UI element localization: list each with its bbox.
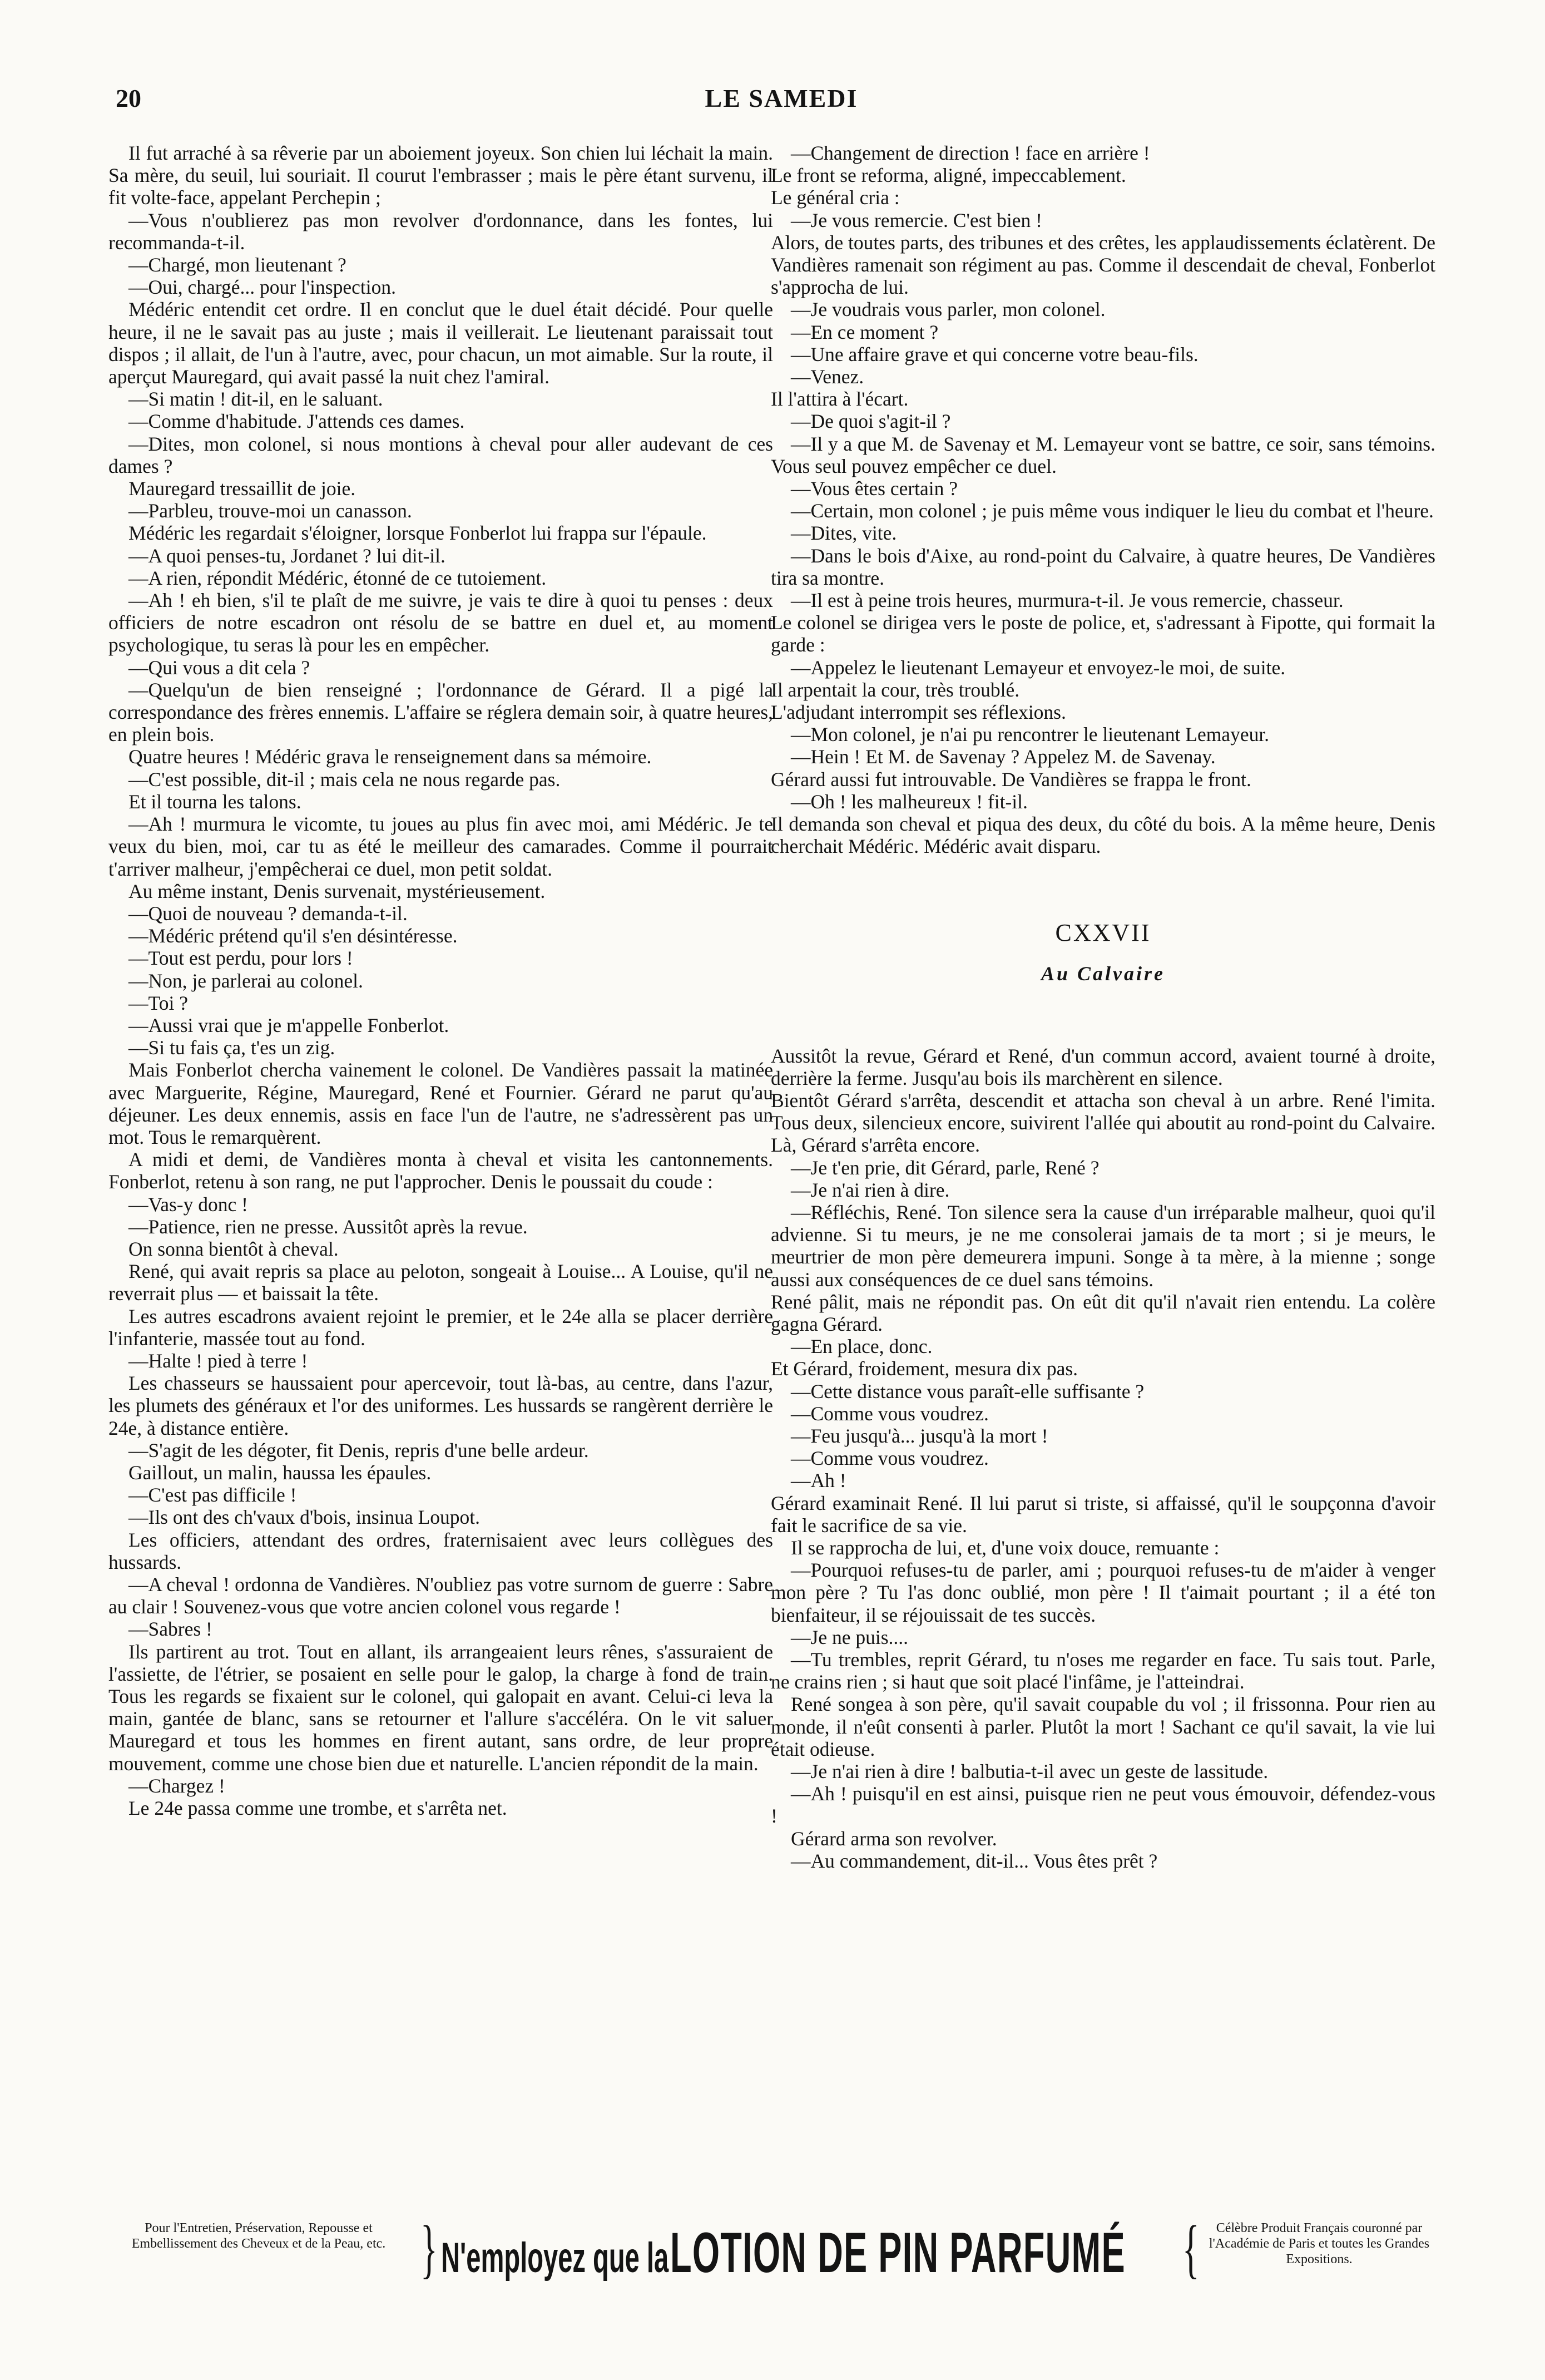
chapter-title: Au Calvaire <box>1041 962 1165 985</box>
paragraph: Et Gérard, froidement, mesura dix pas. <box>771 1357 1078 1380</box>
paragraph: Gaillout, un malin, haussa les épaules. <box>128 1461 432 1484</box>
paragraph: —Comme vous voudrez. <box>791 1402 989 1425</box>
chapter-number: CXXVII <box>1055 919 1151 946</box>
ad-headline-prefix: N'employez que la <box>441 2234 669 2282</box>
paragraph: Le 24e passa comme une trombe, et s'arrêta net. <box>128 1797 507 1820</box>
paragraph: —Changement de direction ! face en arrière ! <box>791 142 1150 164</box>
paragraph: Le général cria : <box>771 186 900 209</box>
paragraph: —C'est pas difficile ! <box>128 1484 297 1507</box>
paragraph: René, qui avait repris sa place au peloton, songeait à Louise... A Louise, qu'il ne reverrait plus — et baissait la tête. <box>108 1260 773 1305</box>
paragraph: —Ah ! <box>791 1469 846 1492</box>
paragraph: Mauregard tressaillit de joie. <box>128 477 356 500</box>
paragraph: —Vas-y donc ! <box>128 1193 248 1216</box>
paragraph: —A cheval ! ordonna de Vandières. N'oubliez pas votre surnom de guerre : Sabre au clair ! Souvenez-vous que votre ancien colonel vous regarde ! <box>108 1573 773 1618</box>
paragraph: —C'est possible, dit-il ; mais cela ne nous regarde pas. <box>128 768 561 791</box>
paragraph: —Certain, mon colonel ; je puis même vous indiquer le lieu du combat et l'heure. <box>791 500 1434 522</box>
paragraph: —Qui vous a dit cela ? <box>128 656 310 679</box>
paragraph: —En ce moment ? <box>791 320 939 343</box>
running-head-title: LE SAMEDI <box>705 84 858 112</box>
ad-brace-left: } <box>420 2212 438 2285</box>
paragraph: —Oh ! les malheureux ! fit-il. <box>791 790 1028 813</box>
ad-headline <box>441 2220 1126 2285</box>
paragraph: Il se rapprocha de lui, et, d'une voix douce, remuante : <box>791 1536 1220 1559</box>
paragraph: —A rien, répondit Médéric, étonné de ce tutoiement. <box>128 566 547 589</box>
paragraph: On sonna bientôt à cheval. <box>128 1237 339 1260</box>
paragraph: —A quoi penses-tu, Jordanet ? lui dit-il. <box>128 544 445 567</box>
paragraph: —Quoi de nouveau ? demanda-t-il. <box>128 902 408 925</box>
paragraph: —Venez. <box>791 366 864 388</box>
paragraph: —Feu jusqu'à... jusqu'à la mort ! <box>791 1424 1048 1447</box>
paragraph: —Au commandement, dit-il... Vous êtes prêt ? <box>791 1849 1158 1872</box>
paragraph: —De quoi s'agit-il ? <box>791 410 951 433</box>
paragraph: Quatre heures ! Médéric grava le renseignement dans sa mémoire. <box>128 745 652 768</box>
right-column-top-text <box>771 142 1435 858</box>
paragraph: Ils partirent au trot. Tout en allant, ils arrangeaient leurs rênes, s'assuraient de l'assiette, de l'étrier, se posaient en selle pour le galop, la charge à fond de train. Tous les regards se fixaient sur le colonel, qui galopait en avant. Celui-ci leva la main, gantée de blanc, sans se retourner et l'allure s'accéléra. On le vit saluer Mauregard et tous les hommes en firent autant, sans ordre, de leur propre mouvement, comme une chose bien due et naturelle. L'ancien répondit de la main. <box>108 1640 773 1775</box>
paragraph: —Pourquoi refuses-tu de parler, ami ; pourquoi refuses-tu de m'aider à venger mon père ? Tu l'as donc oublié, mon père ! Il t'aimait pourtant ; il a été ton bienfaiteur, il se réjouissait de tes succès. <box>771 1559 1435 1626</box>
paragraph: —Sabres ! <box>128 1618 212 1641</box>
paragraph: René songea à son père, qu'il savait coupable du vol ; il frissonna. Pour rien au monde, il n'eût consenti à parler. Plutôt la mort ! Sachant ce qu'il savait, la vie lui était odieuse. <box>771 1693 1435 1760</box>
paragraph: Il fut arraché à sa rêverie par un aboiement joyeux. Son chien lui léchait la main. Sa mère, du seuil, lui souriait. Il courut l'embrasser ; mais le père étant survenu, il fit volte-face, appelant Perchepin ; <box>108 142 773 209</box>
paragraph: —Vous êtes certain ? <box>791 477 958 500</box>
paragraph: —Dites, vite. <box>791 522 897 545</box>
left-column <box>108 142 773 1819</box>
paragraph: Médéric les regardait s'éloigner, lorsque Fonberlot lui frappa sur l'épaule. <box>128 522 707 545</box>
paragraph: —Il y a que M. de Savenay et M. Lemayeur vont se battre, ce soir, sans témoins. Vous seul pouvez empêcher ce duel. <box>771 432 1435 477</box>
paragraph: Bientôt Gérard s'arrêta, descendit et attacha son cheval à un arbre. René l'imita. Tous deux, silencieux encore, suivirent l'allée qui aboutit au rond-point du Calvaire. Là, Gérard s'arrêta encore. <box>771 1089 1435 1157</box>
paragraph: Il l'attira à l'écart. <box>771 388 909 411</box>
paragraph: —Comme d'habitude. J'attends ces dames. <box>128 410 465 433</box>
paragraph: —S'agit de les dégoter, fit Denis, repris d'une belle ardeur. <box>128 1439 589 1461</box>
ad-brace-right: { <box>1182 2212 1200 2285</box>
paragraph: —Ah ! puisqu'il en est ainsi, puisque rien ne peut vous émouvoir, défendez-vous ! <box>771 1782 1435 1828</box>
paragraph: —Ah ! murmura le vicomte, tu joues au plus fin avec moi, ami Médéric. Je te veux du bien, moi, car tu as été le meilleur des camarades. Comme il pourrait t'arriver malheur, j'empêcherai ce duel, mon petit soldat. <box>108 813 773 880</box>
paragraph: —Parbleu, trouve-moi un canasson. <box>128 500 412 522</box>
paragraph: —Une affaire grave et qui concerne votre beau-fils. <box>791 343 1199 366</box>
paragraph: Le colonel se dirigea vers le poste de police, et, s'adressant à Fipotte, qui formait la garde : <box>771 611 1435 656</box>
paragraph: —Je ne puis.... <box>791 1626 909 1648</box>
paragraph: —Dites, mon colonel, si nous montions à cheval pour aller audevant de ces dames ? <box>108 432 773 477</box>
paragraph: —En place, donc. <box>791 1335 933 1358</box>
paragraph: Le front se reforma, aligné, impeccablement. <box>771 164 1126 187</box>
paragraph: —Chargez ! <box>128 1774 225 1797</box>
paragraph: —Chargé, mon lieutenant ? <box>128 254 346 276</box>
ad-left-text: Pour l'Entretien, Préservation, Repousse et Embellissement des Cheveux et de la Peau, etc. <box>131 2221 386 2251</box>
right-column <box>771 142 1435 1872</box>
paragraph: —Comme vous voudrez. <box>791 1447 989 1470</box>
paragraph: Alors, de toutes parts, des tribunes et des crêtes, les applaudissements éclatèrent. De Vandières ramenait son régiment au pas. Comme il descendait de cheval, Fonberlot s'approcha de lui. <box>771 231 1435 299</box>
paragraph: Gérard examinait René. Il lui parut si triste, si affaissé, qu'il le soupçonna d'avoir fait le sacrifice de sa vie. <box>771 1492 1435 1537</box>
ad-right-text: Célèbre Produit Français couronné par l'Académie de Paris et toutes les Grandes Expositions. <box>1209 2221 1430 2267</box>
paragraph: Les chasseurs se haussaient pour apercevoir, tout là-bas, au centre, dans l'azur, les plumets des généraux et l'or des uniformes. Les hussards se rangèrent derrière le 24e, à distance entière. <box>108 1372 773 1439</box>
paragraph: Mais Fonberlot chercha vainement le colonel. De Vandières passait la matinée avec Marguerite, Régine, Mauregard, René et Fournier. Gérard ne parut qu'au déjeuner. Les deux ennemis, assis en face l'un de l'autre, ne s'adressèrent pas un mot. Tous le remarquèrent. <box>108 1059 773 1148</box>
paragraph: René pâlit, mais ne répondit pas. On eût dit qu'il n'avait rien entendu. La colère gagna Gérard. <box>771 1290 1435 1335</box>
paragraph: —Cette distance vous paraît-elle suffisante ? <box>791 1380 1145 1403</box>
paragraph: —Toi ? <box>128 991 188 1014</box>
paragraph: A midi et demi, de Vandières monta à cheval et visita les cantonnements. Fonberlot, retenu à son rang, ne put l'approcher. Denis le poussait du coude : <box>108 1148 773 1193</box>
paragraph: —Aussi vrai que je m'appelle Fonberlot. <box>128 1014 449 1036</box>
page-number: 20 <box>116 84 141 112</box>
paragraph: —Tu trembles, reprit Gérard, tu n'oses me regarder en face. Tu sais tout. Parle, ne crains rien ; si haut que soit placé l'infâme, je l'atteindrai. <box>771 1648 1435 1693</box>
paragraph: Les autres escadrons avaient rejoint le premier, et le 24e alla se placer derrière l'infanterie, massée tout au fond. <box>108 1305 773 1350</box>
paragraph: L'adjudant interrompit ses réflexions. <box>771 701 1066 724</box>
paragraph: —Hein ! Et M. de Savenay ? Appelez M. de Savenay. <box>791 745 1216 768</box>
paragraph: Il demanda son cheval et piqua des deux, du côté du bois. A la même heure, Denis cherchait Médéric. Médéric avait disparu. <box>771 813 1435 858</box>
paragraph: —Ah ! eh bien, s'il te plaît de me suivre, je vais te dire à quoi tu penses : deux officiers de notre escadron ont résolu de se battre en duel et, au moment psychologique, tu seras là pour les en empêcher. <box>108 589 773 656</box>
paragraph: Et il tourna les talons. <box>128 790 301 813</box>
advertisement <box>108 2212 1443 2300</box>
paragraph: —Médéric prétend qu'il s'en désintéresse. <box>128 925 458 947</box>
paragraph: —Il est à peine trois heures, murmura-t-il. Je vous remercie, chasseur. <box>791 589 1344 612</box>
paragraph: —Je voudrais vous parler, mon colonel. <box>791 298 1106 321</box>
paragraph: —Non, je parlerai au colonel. <box>128 969 363 992</box>
paragraph: —Si matin ! dit-il, en le saluant. <box>128 388 383 411</box>
paragraph: —Je n'ai rien à dire ! balbutia-t-il avec un geste de lassitude. <box>791 1760 1269 1782</box>
paragraph: —Appelez le lieutenant Lemayeur et envoyez-le moi, de suite. <box>791 656 1286 679</box>
paragraph: —Je n'ai rien à dire. <box>791 1178 950 1201</box>
paragraph: —Halte ! pied à terre ! <box>128 1349 308 1372</box>
paragraph: Les officiers, attendant des ordres, fraternisaient avec leurs collègues des hussards. <box>108 1528 773 1573</box>
paragraph: Au même instant, Denis survenait, mystérieusement. <box>128 880 546 902</box>
paragraph: Médéric entendit cet ordre. Il en conclut que le duel était décidé. Pour quelle heure, il ne le savait pas au juste ; mais il veillerait. Le lieutenant paraissait tout dispos ; il allait, de l'un à l'autre, avec, pour chacun, un mot aimable. Sur la route, il aperçut Mauregard, qui avait passé la nuit chez l'amiral. <box>108 298 773 388</box>
paragraph: —Patience, rien ne presse. Aussitôt après la revue. <box>128 1215 528 1238</box>
paragraph: —Dans le bois d'Aixe, au rond-point du Calvaire, à quatre heures, De Vandières tira sa montre. <box>771 544 1435 589</box>
paragraph: Il arpentait la cour, très troublé. <box>771 678 1020 701</box>
paragraph: Gérard arma son revolver. <box>791 1827 997 1850</box>
paragraph: —Vous n'oublierez pas mon revolver d'ordonnance, dans les fontes, lui recommanda-t-il. <box>108 209 773 254</box>
paragraph: —Tout est perdu, pour lors ! <box>128 947 353 970</box>
paragraph: —Oui, chargé... pour l'inspection. <box>128 276 396 299</box>
paragraph: —Quelqu'un de bien renseigné ; l'ordonnance de Gérard. Il a pigé la correspondance des frères ennemis. L'affaire se réglera demain soir, à quatre heures, en plein bois. <box>108 678 773 746</box>
paragraph: —Réfléchis, René. Ton silence sera la cause d'un irréparable malheur, quoi qu'il advienne. Si tu meurs, je ne me consolerai jamais de ta mort ; si je meurs, le meurtrier de mon père demeurera impuni. Songe à ta mère, à la mienne ; songe aussi aux conséquences de ce duel sans témoins. <box>771 1201 1435 1291</box>
paragraph: —Si tu fais ça, t'es un zig. <box>128 1036 335 1059</box>
paragraph: —Je vous remercie. C'est bien ! <box>791 209 1042 231</box>
paragraph: —Mon colonel, je n'ai pu rencontrer le lieutenant Lemayeur. <box>791 723 1270 746</box>
right-column-bottom-text <box>771 1045 1435 1873</box>
paragraph: —Ils ont des ch'vaux d'bois, insinua Loupot. <box>128 1506 481 1529</box>
paragraph: Gérard aussi fut introuvable. De Vandières se frappa le front. <box>771 768 1251 791</box>
paragraph: Aussitôt la revue, Gérard et René, d'un commun accord, avaient tourné à droite, derrière la ferme. Jusqu'au bois ils marchèrent en silence. <box>771 1044 1435 1089</box>
ad-product-name: LOTION DE PIN PARFUMÉ <box>670 2221 1126 2284</box>
paragraph: —Je t'en prie, dit Gérard, parle, René ? <box>791 1156 1100 1179</box>
